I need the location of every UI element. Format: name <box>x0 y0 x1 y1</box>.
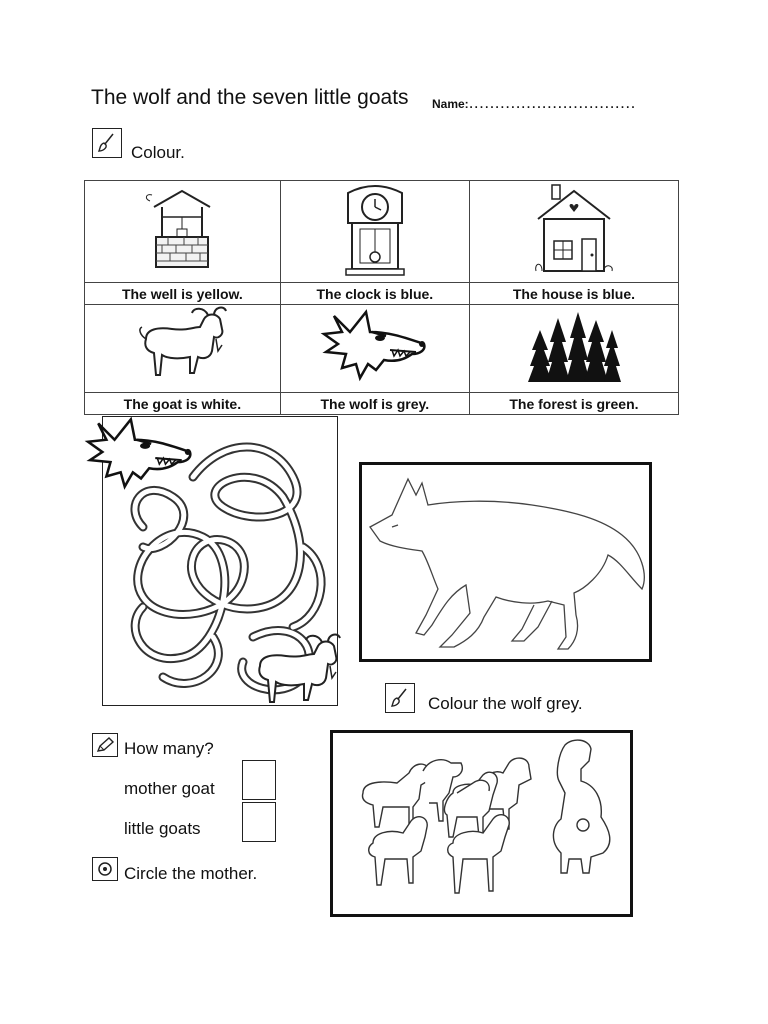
circle-icon <box>92 857 118 881</box>
caption-clock: The clock is blue. <box>280 283 469 305</box>
caption-goat: The goat is white. <box>85 393 281 415</box>
how-many-prompt: How many? <box>124 739 214 758</box>
grid-cell-forest <box>469 305 678 393</box>
clock-icon <box>340 181 410 277</box>
name-field[interactable] <box>432 93 636 113</box>
grid-cell-house <box>469 181 678 283</box>
colour-instruction: Colour. <box>131 143 185 162</box>
forest-icon <box>526 308 622 384</box>
wolf-drawing-icon <box>362 465 649 659</box>
wolf-picture-frame <box>359 462 652 662</box>
caption-house: The house is blue. <box>469 283 678 305</box>
name-label: Name: <box>432 97 469 111</box>
little-goats-answer-box[interactable] <box>242 802 276 842</box>
grid-cell-clock <box>280 181 469 283</box>
worksheet-title: The wolf and the seven little goats <box>91 86 409 109</box>
name-dots: ................................ <box>468 93 636 112</box>
caption-wolf: The wolf is grey. <box>280 393 469 415</box>
colouring-grid <box>84 180 679 415</box>
little-goats-label: little goats <box>124 819 201 838</box>
maze-wolf-icon <box>84 412 196 496</box>
pencil-icon <box>92 733 118 757</box>
caption-well: The well is yellow. <box>85 283 281 305</box>
colour-wolf-instruction: Colour the wolf grey. <box>428 694 583 713</box>
grid-cell-wolf <box>280 305 469 393</box>
mother-goat-label: mother goat <box>124 779 215 798</box>
goat-icon <box>132 305 232 387</box>
grid-cell-goat <box>85 305 281 393</box>
paintbrush-icon <box>92 128 122 158</box>
goats-picture-frame[interactable] <box>330 730 633 917</box>
circle-instruction: Circle the mother. <box>124 864 258 883</box>
wolf-head-icon <box>320 306 430 386</box>
paintbrush-icon <box>385 683 415 713</box>
grid-cell-well <box>85 181 281 283</box>
well-icon <box>142 185 222 273</box>
house-icon <box>534 183 614 275</box>
maze-goat-icon <box>246 632 346 714</box>
mother-goat-answer-box[interactable] <box>242 760 276 800</box>
caption-forest: The forest is green. <box>469 393 678 415</box>
goat-family-icon <box>333 733 630 914</box>
